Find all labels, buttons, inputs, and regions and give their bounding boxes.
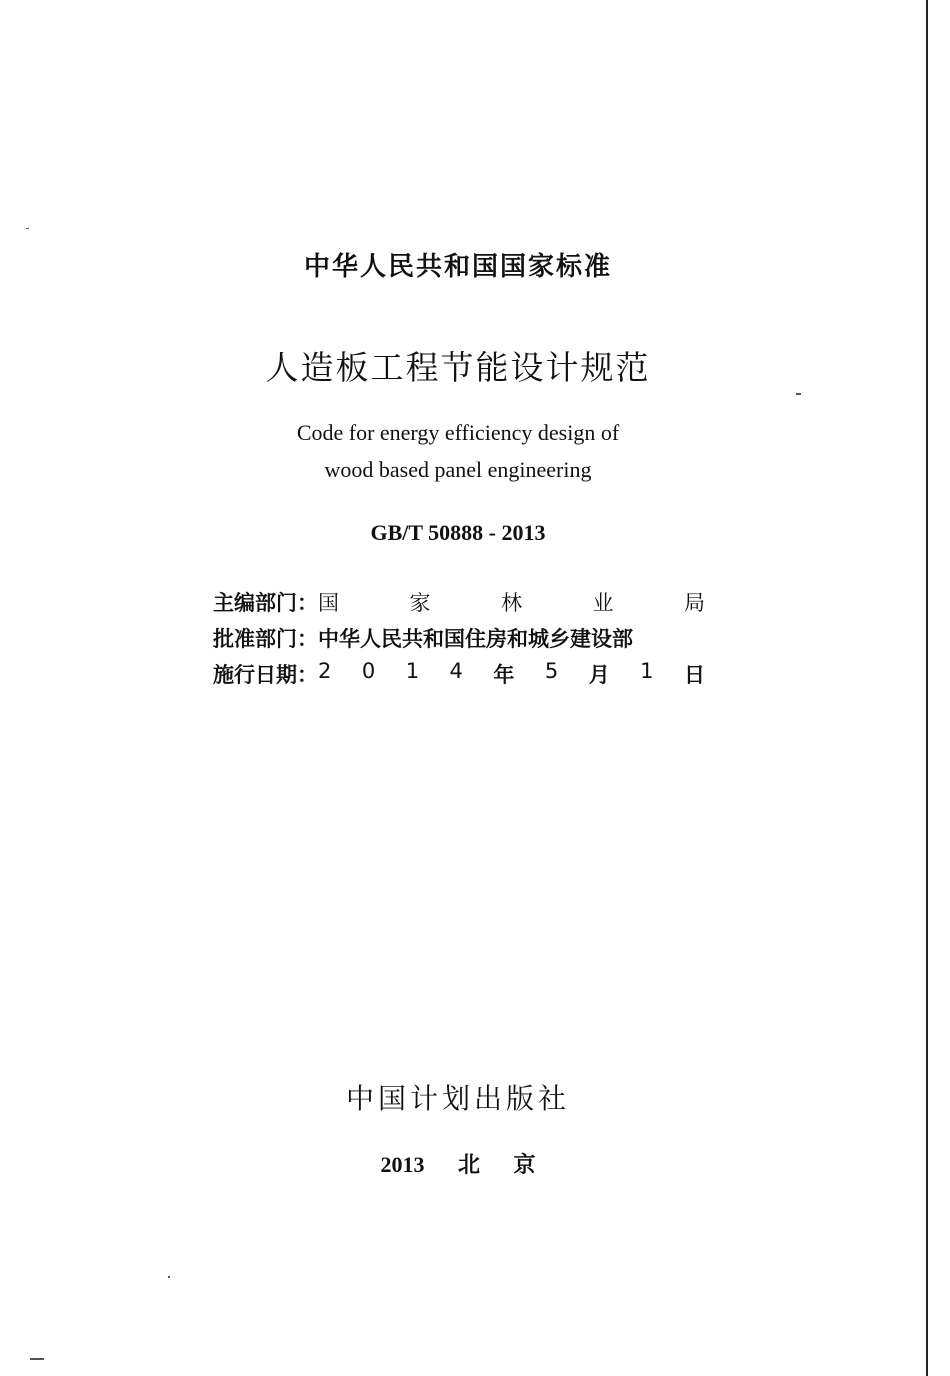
scan-speck <box>168 1276 170 1278</box>
metadata-block <box>213 584 705 692</box>
chief-editor-char: 局 <box>684 591 705 615</box>
scan-speck <box>796 393 801 395</box>
standard-type-heading: 中华人民共和国国家标准 <box>303 252 612 282</box>
effective-date-value <box>318 659 705 689</box>
chief-editor-value <box>318 587 705 617</box>
effective-date-row <box>213 656 705 692</box>
document-title-en-line2: wood based panel engineering <box>324 457 592 482</box>
scan-speck <box>26 228 29 229</box>
chief-editor-char: 业 <box>592 591 614 615</box>
approver-value: 中华人民共和国住房和城乡建设部 <box>318 627 633 651</box>
scan-speck <box>30 1358 44 1360</box>
chief-editor-char: 国 <box>318 591 339 615</box>
effective-date-char: 1 <box>640 659 654 683</box>
publication-city-char: 北 <box>457 1152 480 1177</box>
effective-date-char: 2 <box>318 659 332 683</box>
scan-edge-line <box>926 0 928 1376</box>
approver-label: 批准部门： <box>213 627 318 651</box>
effective-date-char: 4 <box>449 659 463 683</box>
standard-number: GB/T 50888 - 2013 <box>370 520 546 545</box>
publication-year-place <box>0 1148 916 1179</box>
publisher-name: 中国计划出版社 <box>345 1082 570 1115</box>
chief-editor-row <box>213 584 705 620</box>
chief-editor-char: 林 <box>501 591 522 615</box>
document-title-zh: 人造板工程节能设计规范 <box>265 348 651 387</box>
publication-year: 2013 <box>380 1152 425 1177</box>
effective-date-char: 1 <box>405 659 420 683</box>
publication-city-char: 京 <box>513 1152 536 1177</box>
document-title-en-line1: Code for energy efficiency design of <box>296 420 620 445</box>
effective-date-char: 日 <box>684 663 705 687</box>
effective-date-label: 施行日期： <box>213 663 318 687</box>
effective-date-char: 0 <box>361 659 376 683</box>
effective-date-char: 年 <box>493 663 515 687</box>
approver-row <box>213 620 705 656</box>
chief-editor-char: 家 <box>409 591 431 615</box>
effective-date-char: 5 <box>544 659 559 683</box>
effective-date-char: 月 <box>588 663 610 687</box>
chief-editor-label: 主编部门： <box>213 591 318 615</box>
